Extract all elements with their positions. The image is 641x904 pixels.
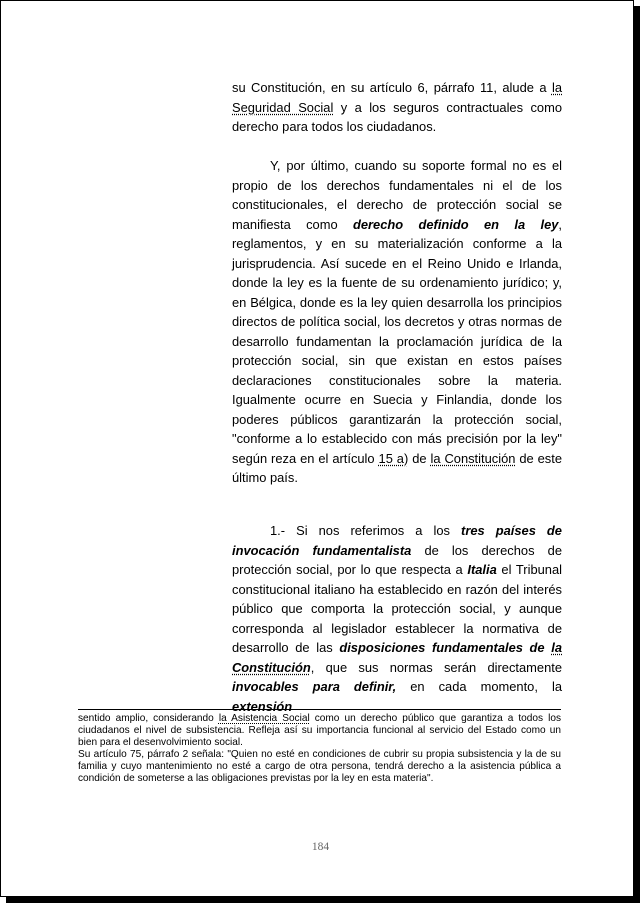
page-number: 184 [311,841,330,853]
text-span: , que sus normas serán directamente [310,659,562,675]
body-paragraph-1 [232,78,562,137]
text-span: sentido amplio, considerando [78,713,219,724]
emphasis-term: extensión [232,698,293,714]
text-span: el Tribunal constitucional italiano ha establecido en razón del interés público que comporta la protección social, y aunque corresponda al legislador establecer la normativa de desarrollo de las [232,562,562,655]
text-span: en cada momento, la [396,679,562,694]
footnote-1 [78,713,561,749]
emphasis-term: invocables para definir, [232,679,397,694]
footnote-2: Su artículo 75, párrafo 2 señala: "Quien no esté en condiciones de cubrir su propia subsistencia y la de su familia y cuyo mantenimiento no esté a cargo de otra persona, tendrá derecho a la asistencia pública a condición de someterse a las obligaciones previstas por la ley en esta materia". [78,748,561,784]
emphasis-term: derecho definido en la ley [353,216,559,232]
text-span: su Constitución, en su artículo 6, párrafo 11, alude a [232,80,552,95]
body-paragraph-2 [232,156,562,488]
underlined-term: 15 a) [378,450,409,466]
emphasis-term: disposiciones fundamentales de [339,640,552,655]
text-span: y a los seguros contractuales como derecho para todos los ciudadanos. [232,99,562,134]
underlined-term: la Asistencia Social [218,713,310,724]
emphasis-term: tres países de invocación fundamentalista [232,523,562,558]
footnotes [78,713,561,784]
text-span: 1.- Si nos referimos a los [270,523,462,538]
text-span: de [408,450,431,466]
text-span: de este último país. [232,450,562,485]
emphasis-term: Italia [467,562,497,577]
text-span: de los derechos de protección social, por lo que respecta a [232,542,562,577]
page-shadow-right [634,6,640,903]
text-span: , reglamentos, y en su materialización conforme a la jurisprudencia. Así sucede en el Reino Unido e Irlanda, donde la ley es la fuente de su ordenamiento jurídico; y, en Bélgica, donde es la ley quien desarrolla los principios directos de política social, los decretos y otras normas de desarrollo fundamentan la proclamación jurídica de la protección social, sin que existan en estos países declaraciones constitucionales sobre la materia. Igualmente ocurre en Suecia y Finlandia, donde los poderes públicos garantizarán la protección social, "conforme a lo establecido con más precisión por la ley" según reza en el artículo [232,216,563,466]
footnote-separator [78,709,561,710]
underlined-term: la Seguridad Social [232,80,562,115]
body-paragraph-3 [232,521,562,716]
page-shadow-bottom [6,897,640,903]
emphasis-underlined-term: la Constitución [232,640,562,675]
underlined-term: la Constitución [430,450,516,466]
text-span: Y, por último, cuando su soporte formal no es el propio de los derechos fundamentales ni el de los constitucionales, el derecho de protección social se manifiesta como [232,158,562,232]
text-span: como un derecho público que garantiza a todos los ciudadanos el nivel de subsistencia. Refleja así su importancia funcional al servicio del Estado como un bien para el desenvolvimiento social. [78,713,562,748]
